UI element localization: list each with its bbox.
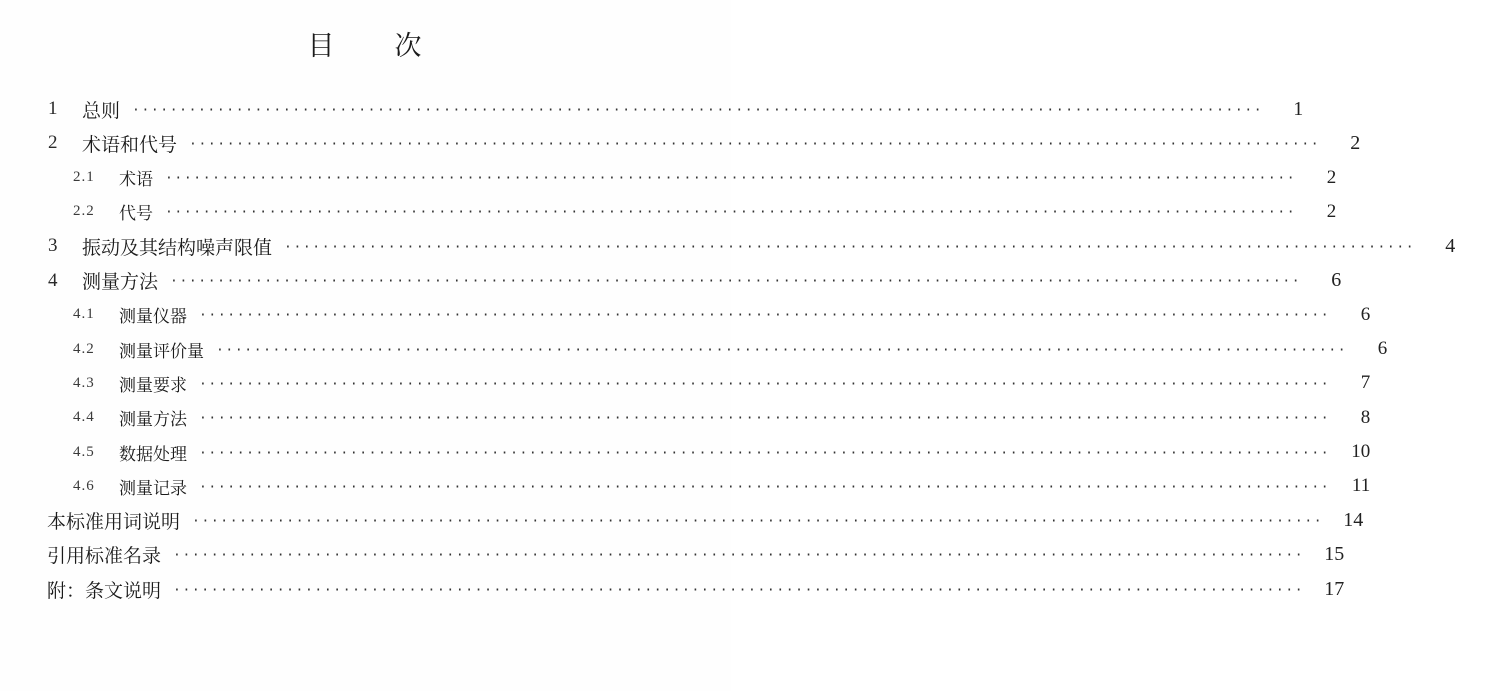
toc-leader-dots: ························································································································: [132, 102, 1264, 118]
toc-entry[interactable]: [0, 300, 1371, 330]
toc-entry[interactable]: [0, 574, 1345, 604]
toc-entry-number: 4.2: [73, 340, 95, 357]
toc-entry-page: 4: [1445, 234, 1456, 257]
toc-entry-label: 测量记录: [119, 478, 187, 499]
toc-entry[interactable]: [0, 94, 1304, 124]
toc-entry[interactable]: [0, 540, 1345, 570]
toc-leader-dots: ························································································································: [165, 171, 1297, 187]
toc-leader-dots: ························································································································: [199, 411, 1331, 427]
toc-entry-number: 2.2: [73, 203, 95, 220]
toc-leader-dots: ························································································································: [173, 582, 1305, 598]
toc-entry-page: 2: [1350, 131, 1361, 154]
toc-entry-page: 6: [1377, 338, 1388, 360]
toc-entry-page: 6: [1360, 303, 1371, 325]
toc-entry[interactable]: [0, 437, 1371, 467]
toc-entry-number: 2.1: [73, 169, 95, 186]
toc-leader-dots: ························································································································: [189, 136, 1321, 152]
toc-entry[interactable]: [0, 471, 1371, 501]
toc-entry-label: 振动及其结构噪声限值: [82, 236, 273, 259]
toc-leader-dots: ························································································································: [199, 479, 1331, 495]
toc-leader-dots: ························································································································: [284, 239, 1416, 255]
toc-entry-label: 测量评价量: [119, 341, 204, 362]
toc-entry-label: 引用标准名录: [47, 545, 162, 568]
toc-entry[interactable]: [0, 403, 1371, 433]
toc-entry-number: 4.1: [73, 306, 95, 323]
toc-entry-page: 7: [1360, 372, 1371, 394]
toc-entry-page: 17: [1324, 577, 1345, 600]
toc-entry[interactable]: [0, 163, 1337, 193]
toc-entry-number: 4.6: [73, 477, 95, 494]
toc-entry-label: 本标准用词说明: [47, 511, 181, 534]
toc-leader-dots: ························································································································: [199, 308, 1331, 324]
toc-entry-page: 2: [1326, 200, 1337, 222]
toc-entry-number: 4.3: [73, 374, 95, 391]
toc-leader-dots: ························································································································: [199, 376, 1331, 392]
toc-entry-number: 1: [48, 98, 58, 119]
toc-leader-dots: ························································································································: [165, 205, 1297, 221]
toc-entry[interactable]: [0, 506, 1364, 536]
toc-entry-label: 测量要求: [119, 375, 187, 396]
toc-leader-dots: ························································································································: [170, 274, 1302, 289]
toc-leader-dots: ························································································································: [199, 445, 1331, 461]
toc-entry-label: 术语和代号: [82, 133, 178, 156]
toc-entry-label: 附：条文说明: [47, 579, 162, 602]
toc-entry[interactable]: [0, 231, 1456, 261]
toc-entry-page: 14: [1343, 509, 1364, 532]
toc-entry-label: 测量仪器: [119, 307, 187, 328]
toc-entry[interactable]: [0, 266, 1342, 296]
toc-entry-number: 2: [48, 132, 58, 154]
toc-entry-number: 3: [48, 235, 58, 257]
toc-entry-label: 测量方法: [82, 271, 159, 293]
toc-entry[interactable]: [0, 334, 1388, 364]
toc-entry-page: 1: [1293, 97, 1304, 120]
toc-entry-page: 15: [1324, 543, 1345, 566]
toc-entry[interactable]: [0, 128, 1361, 158]
toc-entry-number: 4.4: [73, 409, 95, 426]
toc-leader-dots: ························································································································: [173, 548, 1305, 564]
toc-entry-label: 代号: [119, 204, 153, 225]
toc-entry-number: 4: [48, 269, 58, 291]
toc-entry-page: 6: [1331, 269, 1342, 291]
toc-entry-label: 术语: [119, 170, 153, 191]
toc-entry[interactable]: [0, 197, 1337, 227]
toc-entry-label: 数据处理: [119, 444, 187, 465]
toc-entry-label: 测量方法: [119, 410, 187, 431]
toc-entry-number: 4.5: [73, 443, 95, 460]
toc-entry[interactable]: [0, 368, 1371, 398]
toc-entry-page: 2: [1326, 166, 1337, 188]
toc-entry-page: 11: [1351, 475, 1371, 497]
toc-leader-dots: ························································································································: [192, 514, 1324, 530]
toc-entry-page: 10: [1351, 441, 1371, 462]
toc-leader-dots: ························································································································: [216, 342, 1348, 358]
toc-title: 目 次: [307, 31, 424, 62]
toc-entry-label: 总则: [82, 99, 121, 122]
toc-entry-page: 8: [1360, 406, 1371, 428]
